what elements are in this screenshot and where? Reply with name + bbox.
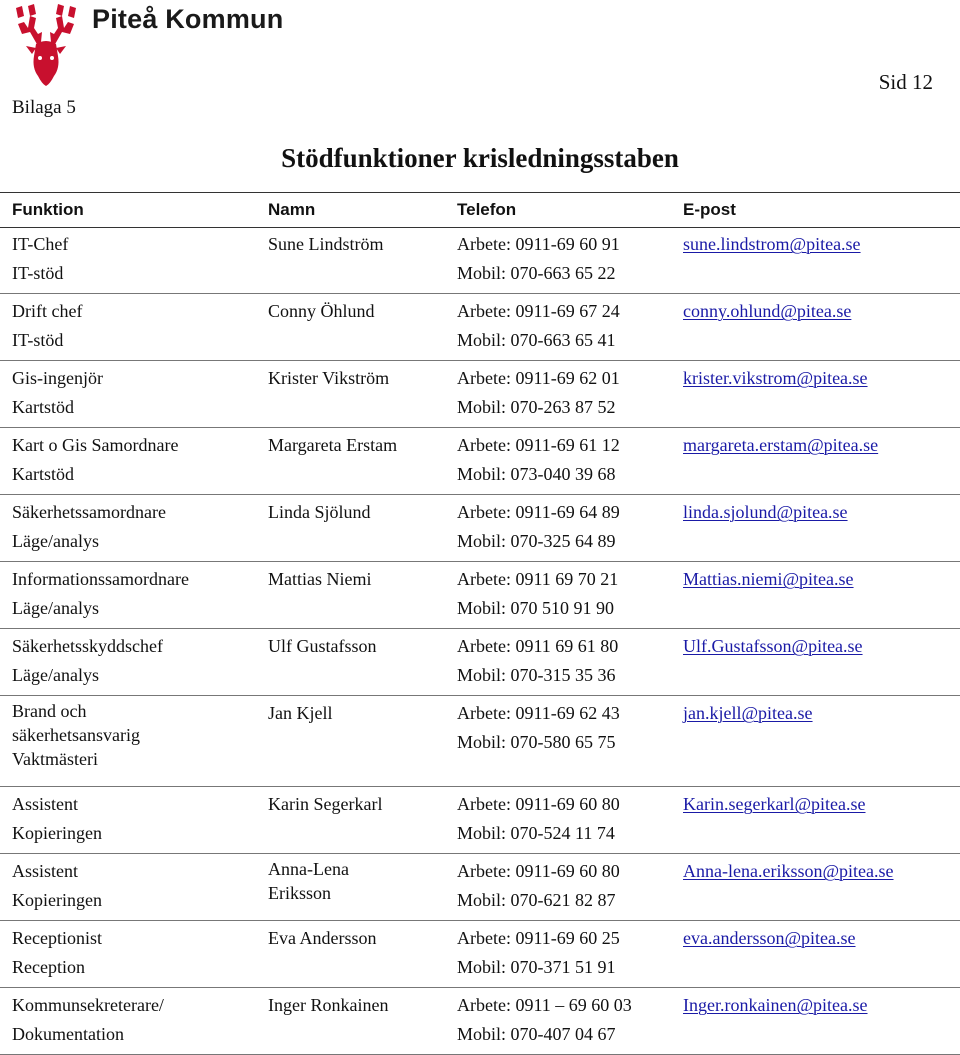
table-row: [0, 787, 960, 854]
telefon-cell: [457, 857, 620, 915]
funktion-cell-line: Läge/analys: [12, 665, 99, 685]
funktion-cell-line: Brand och: [12, 701, 87, 721]
funktion-cell-line: Kartstöd: [12, 464, 74, 484]
telefon-cell-line: Arbete: 0911 69 61 80: [457, 636, 619, 656]
email-link[interactable]: Karin.segerkarl@pitea.se: [683, 794, 866, 814]
telefon-cell-line: Arbete: 0911-69 60 80: [457, 861, 620, 881]
email-link[interactable]: krister.vikstrom@pitea.se: [683, 368, 868, 388]
funktion-cell-line: Assistent: [12, 861, 79, 881]
telefon-cell-line: Arbete: 0911-69 60 80: [457, 794, 620, 814]
telefon-cell: [457, 790, 620, 848]
email-link[interactable]: conny.ohlund@pitea.se: [683, 301, 852, 321]
table-row: [0, 294, 960, 361]
funktion-cell: [12, 297, 82, 355]
funktion-cell: [12, 498, 166, 556]
funktion-cell-line: Läge/analys: [12, 531, 99, 551]
namn-cell: [268, 991, 388, 1020]
telefon-cell-line: Arbete: 0911-69 62 43: [457, 703, 620, 723]
funktion-cell: [12, 364, 103, 422]
funktion-cell-line: säkerhetsansvarig: [12, 725, 140, 745]
namn-cell-line: Sune Lindström: [268, 234, 384, 254]
funktion-cell-line: Säkerhetssamordnare: [12, 502, 166, 522]
telefon-cell-line: Arbete: 0911-69 60 91: [457, 234, 620, 254]
namn-cell: [268, 790, 382, 819]
contacts-table-body: [0, 227, 960, 1055]
telefon-cell-line: Mobil: 070-315 35 36: [457, 665, 616, 685]
namn-cell: [268, 431, 397, 460]
epost-cell: [683, 790, 866, 819]
epost-cell: [683, 632, 863, 661]
telefon-cell: [457, 565, 618, 623]
telefon-cell-line: Mobil: 073-040 39 68: [457, 464, 616, 484]
column-header-telefon: Telefon: [457, 200, 517, 219]
column-header-epost: E-post: [683, 200, 736, 219]
reindeer-logo-icon: [8, 2, 84, 90]
telefon-cell-line: Arbete: 0911-69 61 12: [457, 435, 620, 455]
telefon-cell-line: Mobil: 070-663 65 41: [457, 330, 616, 350]
namn-cell: [268, 230, 384, 259]
telefon-cell: [457, 924, 620, 982]
funktion-cell: [12, 431, 178, 489]
epost-cell: [683, 565, 854, 594]
funktion-cell-line: Drift chef: [12, 301, 83, 321]
epost-cell: [683, 230, 861, 259]
telefon-cell-line: Arbete: 0911-69 62 01: [457, 368, 620, 388]
namn-cell-line: Eriksson: [268, 883, 331, 903]
page-title: Stödfunktioner krisledningsstaben: [281, 143, 679, 173]
telefon-cell: [457, 699, 620, 757]
namn-cell: [268, 498, 371, 527]
telefon-cell-line: Arbete: 0911 69 70 21: [457, 569, 619, 589]
email-link[interactable]: jan.kjell@pitea.se: [683, 703, 813, 723]
funktion-cell: [12, 924, 102, 982]
namn-cell-line: Krister Vikström: [268, 368, 390, 388]
table-row: [0, 988, 960, 1055]
email-link[interactable]: linda.sjolund@pitea.se: [683, 502, 848, 522]
namn-cell-line: Linda Sjölund: [268, 502, 371, 522]
namn-cell-line: Jan Kjell: [268, 703, 333, 723]
table-row: [0, 495, 960, 562]
namn-cell-line: Inger Ronkainen: [268, 995, 389, 1015]
namn-cell-line: Eva Andersson: [268, 928, 377, 948]
email-link[interactable]: Inger.ronkainen@pitea.se: [683, 995, 868, 1015]
funktion-cell-line: Läge/analys: [12, 598, 99, 618]
telefon-cell: [457, 230, 620, 288]
telefon-cell-line: Mobil: 070-263 87 52: [457, 397, 616, 417]
table-row: [0, 428, 960, 495]
telefon-cell-line: Mobil: 070-371 51 91: [457, 957, 616, 977]
telefon-cell-line: Mobil: 070-580 65 75: [457, 732, 616, 752]
email-link[interactable]: sune.lindstrom@pitea.se: [683, 234, 861, 254]
funktion-cell-line: IT-Chef: [12, 234, 69, 254]
telefon-cell: [457, 991, 632, 1049]
column-header-funktion: Funktion: [12, 200, 84, 219]
telefon-cell: [457, 431, 620, 489]
telefon-cell-line: Mobil: 070-663 65 22: [457, 263, 616, 283]
epost-cell: [683, 498, 848, 527]
epost-cell: [683, 857, 894, 886]
telefon-cell-line: Mobil: 070-325 64 89: [457, 531, 616, 551]
table-header: [0, 192, 960, 228]
funktion-cell-line: Säkerhetsskyddschef: [12, 636, 163, 656]
page-number: Sid 12: [878, 70, 933, 94]
funktion-cell-line: Vaktmästeri: [12, 749, 98, 769]
telefon-cell-line: Arbete: 0911-69 67 24: [457, 301, 620, 321]
column-header-namn: Namn: [268, 200, 316, 219]
epost-cell: [683, 699, 813, 728]
funktion-cell-line: Informationssamordnare: [12, 569, 189, 589]
funktion-cell: [12, 565, 189, 623]
telefon-cell: [457, 632, 618, 690]
funktion-cell-line: Kart o Gis Samordnare: [12, 435, 179, 455]
funktion-cell-line: IT-stöd: [12, 263, 64, 283]
namn-cell-line: Conny Öhlund: [268, 301, 375, 321]
table-row: [0, 361, 960, 428]
funktion-cell-line: Gis-ingenjör: [12, 368, 103, 388]
telefon-cell-line: Arbete: 0911-69 60 25: [457, 928, 620, 948]
email-link[interactable]: Mattias.niemi@pitea.se: [683, 569, 854, 589]
epost-cell: [683, 924, 856, 953]
namn-cell-line: Ulf Gustafsson: [268, 636, 377, 656]
telefon-cell-line: Arbete: 0911-69 64 89: [457, 502, 620, 522]
attachment-label: Bilaga 5: [12, 97, 76, 118]
funktion-cell-line: Kartstöd: [12, 397, 74, 417]
namn-cell-line: Anna-Lena: [268, 859, 349, 879]
funktion-cell-line: Reception: [12, 957, 85, 977]
funktion-cell-line: IT-stöd: [12, 330, 64, 350]
namn-cell: [268, 297, 375, 326]
telefon-cell-line: Mobil: 070-407 04 67: [457, 1024, 616, 1044]
table-row: [0, 921, 960, 988]
namn-cell: [268, 565, 371, 594]
epost-cell: [683, 991, 868, 1020]
namn-cell: [268, 857, 349, 905]
funktion-cell: [12, 857, 102, 915]
email-link[interactable]: margareta.erstam@pitea.se: [683, 435, 879, 455]
namn-cell-line: Margareta Erstam: [268, 435, 398, 455]
telefon-cell-line: Mobil: 070 510 91 90: [457, 598, 615, 618]
funktion-cell-line: Receptionist: [12, 928, 102, 948]
funktion-cell-line: Kopieringen: [12, 890, 102, 910]
epost-cell: [683, 364, 868, 393]
funktion-cell-line: Dokumentation: [12, 1024, 124, 1044]
namn-cell: [268, 699, 333, 728]
funktion-cell-line: Kopieringen: [12, 823, 102, 843]
telefon-cell-line: Mobil: 070-621 82 87: [457, 890, 616, 910]
funktion-cell: [12, 790, 102, 848]
table-row: [0, 629, 960, 696]
email-link[interactable]: eva.andersson@pitea.se: [683, 928, 856, 948]
telefon-cell: [457, 364, 620, 422]
telefon-cell: [457, 498, 620, 556]
funktion-cell: [12, 699, 140, 771]
funktion-cell: [12, 632, 163, 690]
namn-cell: [268, 364, 389, 393]
namn-cell-line: Karin Segerkarl: [268, 794, 383, 814]
namn-cell: [268, 924, 376, 953]
funktion-cell-line: Kommunsekreterare/: [12, 995, 164, 1015]
telefon-cell-line: Arbete: 0911 – 69 60 03: [457, 995, 632, 1015]
namn-cell-line: Mattias Niemi: [268, 569, 372, 589]
table-row: [0, 696, 960, 787]
namn-cell: [268, 632, 377, 661]
table-row: [0, 854, 960, 921]
funktion-cell: [12, 230, 68, 288]
epost-cell: [683, 431, 878, 460]
table-row: [0, 562, 960, 629]
funktion-cell: [12, 991, 164, 1049]
funktion-cell-line: Assistent: [12, 794, 79, 814]
table-row: [0, 227, 960, 294]
organization-name: Piteå Kommun: [92, 4, 284, 34]
email-link[interactable]: Ulf.Gustafsson@pitea.se: [683, 636, 863, 656]
telefon-cell-line: Mobil: 070-524 11 74: [457, 823, 615, 843]
epost-cell: [683, 297, 851, 326]
email-link[interactable]: Anna-lena.eriksson@pitea.se: [683, 861, 894, 881]
telefon-cell: [457, 297, 620, 355]
